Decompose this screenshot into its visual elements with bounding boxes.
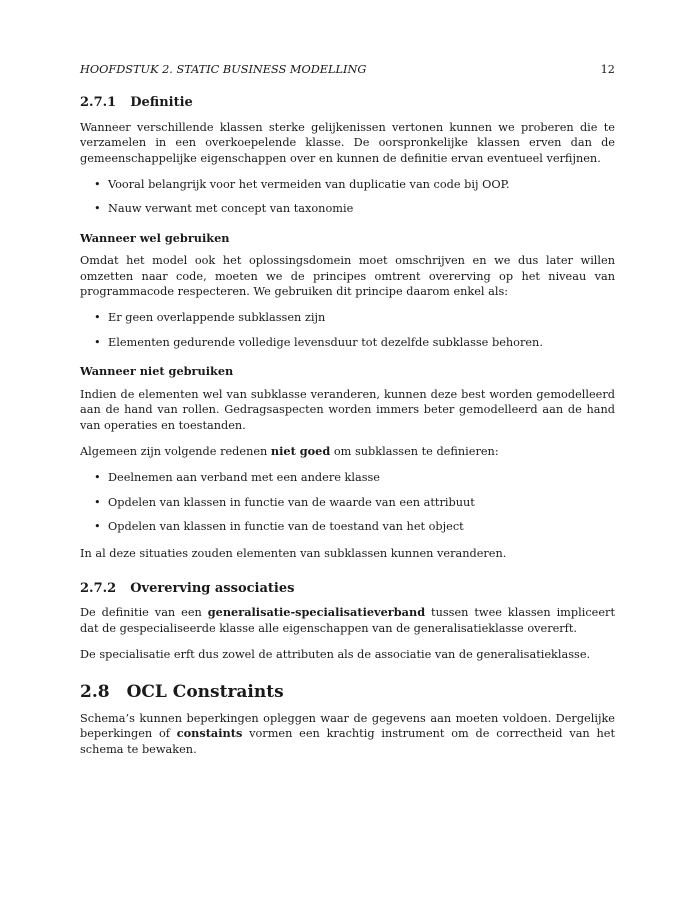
running-title: HOOFDSTUK 2. STATIC BUSINESS MODELLING <box>80 63 367 76</box>
subsection-number: 2.7.2 <box>80 580 117 596</box>
list-item: • Deelnemen aan verband met een andere klasse <box>100 470 615 485</box>
bold-term: constaints <box>176 726 243 741</box>
list-item: • Elementen gedurende volledige levensduur tot dezelfde subklasse behoren. <box>100 335 615 350</box>
list-item: • Nauw verwant met concept van taxonomie <box>100 201 615 216</box>
section-number: 2.8 <box>80 681 110 702</box>
paragraph-heading-when-not-use: Wanneer niet gebruiken <box>80 364 234 379</box>
section-heading-2-8 <box>80 681 615 702</box>
bullet-list-definition <box>80 177 615 217</box>
paragraph-when-use: Omdat het model ook het oplossingsdomein moet omschrijven en we dus later willen omzetten naar code, moeten we de principes omtrent overerving op het niveau van programmacode respecteren. We gebruiken dit principe daarom enkel als: <box>80 254 615 299</box>
text-run: tussen twee klassen impliceert dat de gespecialiseerde klasse alle eigenschappen van de generalisatieklasse overerft. <box>80 606 615 635</box>
page-number: 12 <box>600 63 615 76</box>
paragraph-closing: In al deze situaties zouden elementen van subklassen kunnen veranderen. <box>80 546 507 560</box>
bullet-list-when-use <box>80 310 615 350</box>
paragraph-general-reasons <box>80 444 615 459</box>
paragraph-inheritance-2: De specialisatie erft dus zowel de attributen als de associatie van de generalisatieklasse. <box>80 648 591 662</box>
text-run: De definitie van een <box>80 606 208 620</box>
subsection-title: Definitie <box>130 95 193 111</box>
bold-term: generalisatie-specialisatieverband <box>207 605 426 620</box>
paragraph-definition-intro: Wanneer verschillende klassen sterke gelijkenissen vertonen kunnen we proberen die te verzamelen in een overkoepelende klasse. De oorspronkelijke klassen erven dan de gemeenschappelijke eigenschappen over en kunnen de definitie ervan eventueel verfijnen. <box>80 120 615 165</box>
running-header <box>80 62 615 77</box>
text-run: Schema’s kunnen beperkingen opleggen waar de gegevens aan moeten voldoen. Dergelijke beperkingen of <box>80 711 615 741</box>
subsection-number: 2.7.1 <box>80 95 117 111</box>
bold-term: niet goed <box>270 443 331 458</box>
paragraph-when-not-use: Indien de elementen wel van subklasse veranderen, kunnen deze best worden gemodelleerd aan de hand van rollen. Gedragsaspecten worden immers beter gemodelleerd aan de hand van operaties en toestanden. <box>80 387 615 432</box>
document-page <box>80 62 615 768</box>
bullet-list-reasons <box>80 470 615 534</box>
subsection-title: Overerving associaties <box>130 580 295 596</box>
text-run: om subklassen te definieren: <box>330 444 499 458</box>
list-item: • Opdelen van klassen in functie van de waarde van een attribuut <box>100 495 615 510</box>
paragraph-heading-when-use: Wanneer wel gebruiken <box>80 230 230 245</box>
subsection-heading-2-7-2 <box>80 581 615 596</box>
list-item: • Er geen overlappende subklassen zijn <box>100 310 615 325</box>
paragraph-ocl <box>80 711 615 757</box>
list-item: • Opdelen van klassen in functie van de toestand van het object <box>100 519 615 534</box>
section-title: OCL Constraints <box>126 681 284 702</box>
text-run: vormen een krachtig instrument om de correctheid van het schema te bewaken. <box>80 727 615 756</box>
subsection-heading-2-7-1 <box>80 95 615 110</box>
paragraph-inheritance-1 <box>80 605 615 636</box>
list-item: • Vooral belangrijk voor het vermeiden van duplicatie van code bij OOP. <box>100 177 615 192</box>
text-run: Algemeen zijn volgende redenen <box>80 444 271 458</box>
